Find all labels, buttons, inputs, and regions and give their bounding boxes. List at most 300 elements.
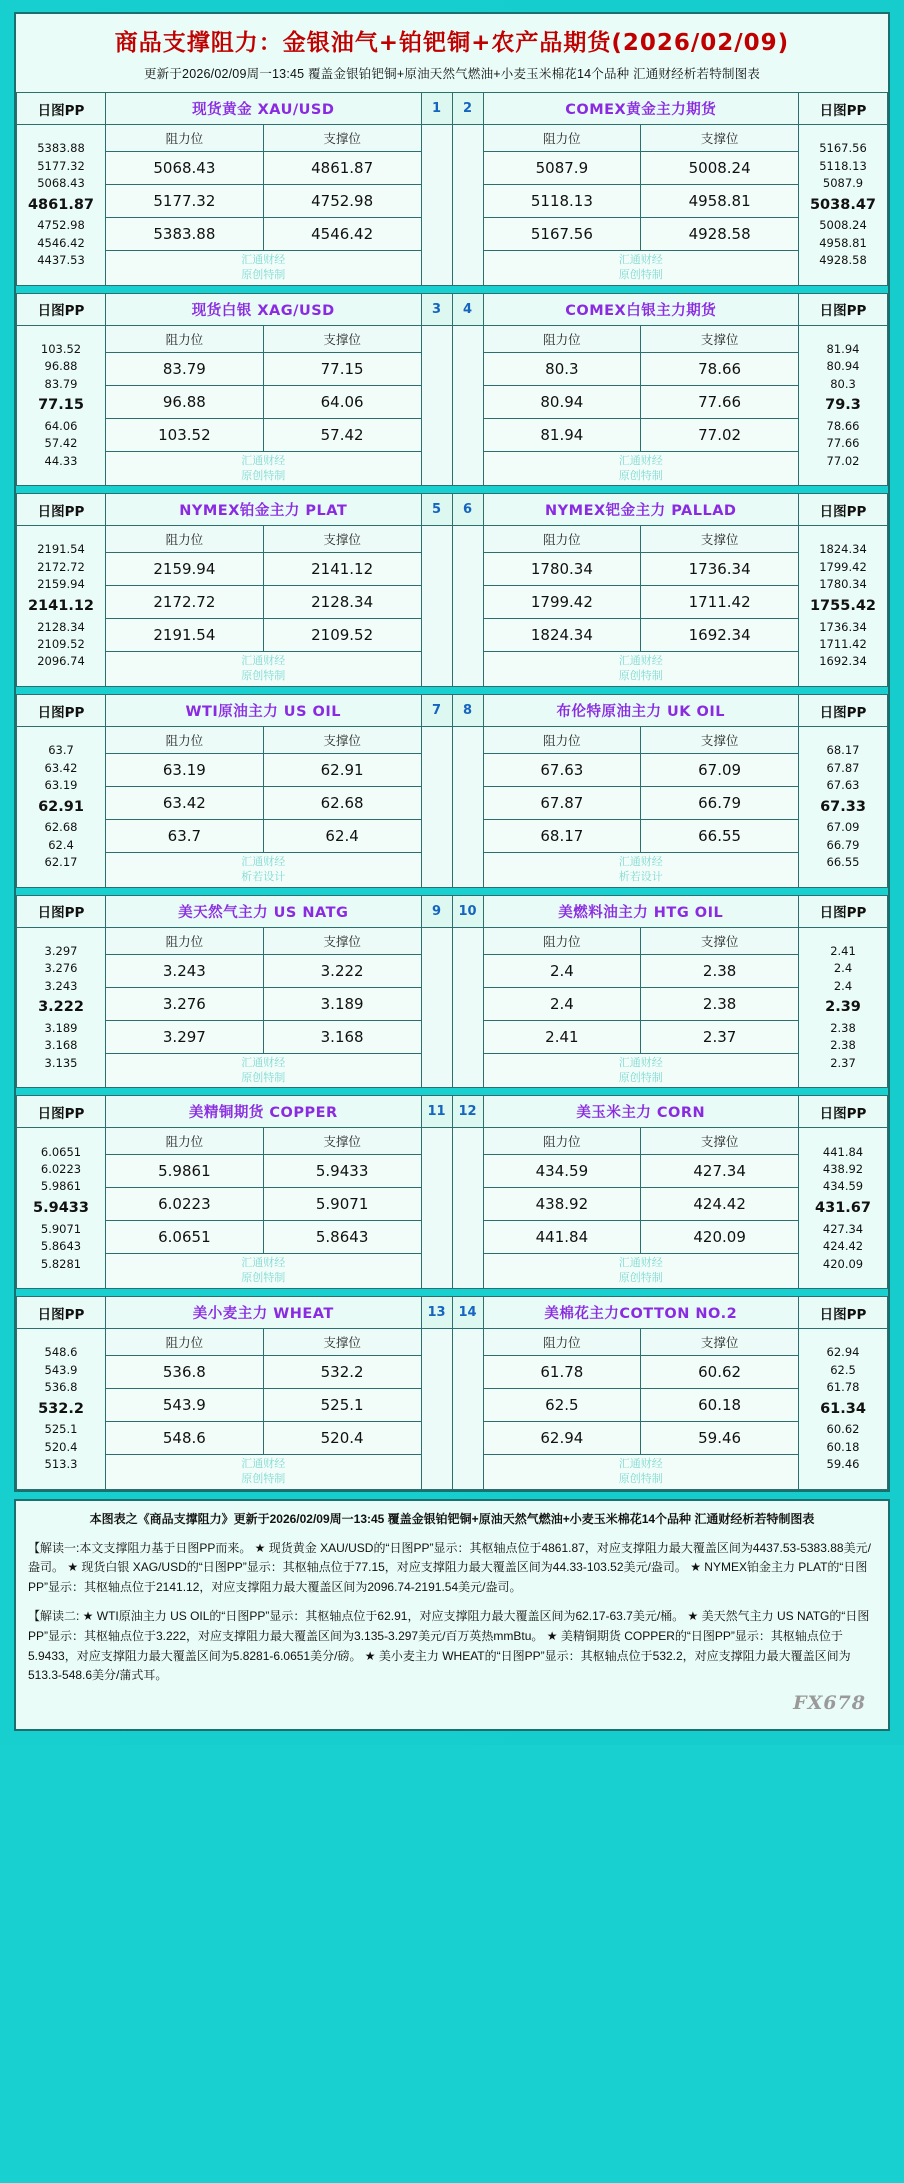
resistance-value-right: 2.4 (483, 954, 641, 987)
pp-header-left: 日图PP (17, 494, 106, 526)
support-label-left: 支撑位 (263, 526, 421, 553)
support-value-right: 4928.58 (641, 218, 799, 251)
footer-notes (14, 1499, 890, 1731)
support-value-left: 4752.98 (263, 185, 421, 218)
support-value-left: 62.91 (263, 754, 421, 787)
pp-value: 5.9433 (33, 1199, 89, 1216)
watermark-line2: 原创特制 (618, 1472, 663, 1485)
pp-header-right: 日图PP (799, 293, 888, 325)
pp-value: 2096.74 (37, 654, 85, 669)
support-value-right: 5008.24 (641, 152, 799, 185)
watermark-right (483, 1455, 799, 1490)
pp-value: 2.41 (830, 943, 856, 958)
pp-value: 4958.81 (819, 235, 867, 250)
resistance-value-left: 3.276 (106, 987, 264, 1020)
pp-value: 78.66 (826, 418, 860, 433)
pp-column-right (799, 1128, 888, 1289)
support-label-right: 支撑位 (641, 325, 799, 352)
pp-value: 5087.9 (822, 176, 864, 191)
block-spacer (16, 1088, 888, 1095)
pp-column-right (799, 927, 888, 1088)
pp-value: 1755.42 (809, 597, 877, 614)
spacer-cell-left (421, 727, 452, 888)
pp-value: 4928.58 (819, 253, 867, 268)
pp-value: 5068.43 (37, 176, 85, 191)
pp-value: 80.94 (826, 359, 860, 374)
watermark-line1: 汇通财经 (618, 1056, 663, 1069)
support-value-left: 3.222 (263, 954, 421, 987)
watermark-line2: 原创特制 (618, 1071, 663, 1084)
pp-header-left: 日图PP (17, 293, 106, 325)
pp-value: 62.5 (830, 1362, 856, 1377)
pp-value: 1824.34 (819, 542, 867, 557)
resistance-value-left: 63.7 (106, 820, 264, 853)
watermark-line2: 原创特制 (618, 1272, 663, 1285)
support-value-left: 520.4 (263, 1422, 421, 1455)
support-value-left: 5.9433 (263, 1155, 421, 1188)
pp-value: 3.222 (38, 999, 84, 1016)
support-label-left: 支撑位 (263, 727, 421, 754)
pp-header-right: 日图PP (799, 895, 888, 927)
instrument-name-right: COMEX白银主力期货 (483, 293, 799, 325)
pp-value: 2.39 (825, 999, 861, 1016)
resistance-value-left: 5.9861 (106, 1155, 264, 1188)
block-spacer (16, 687, 888, 694)
support-label-right: 支撑位 (641, 1128, 799, 1155)
block-header-row (17, 494, 888, 526)
block-index-right: 2 (452, 93, 483, 125)
support-value-right: 427.34 (641, 1155, 799, 1188)
resistance-label-left: 阻力位 (106, 526, 264, 553)
support-value-right: 1692.34 (641, 619, 799, 652)
spacer-cell-right (452, 727, 483, 888)
pp-value: 3.297 (44, 943, 78, 958)
block-spacer (16, 486, 888, 493)
watermark-left (106, 451, 422, 486)
pp-value: 4752.98 (37, 218, 85, 233)
watermark-line1: 汇通财经 (618, 454, 663, 467)
instrument-block (16, 895, 888, 1089)
pp-value: 60.62 (826, 1422, 860, 1437)
support-value-left: 77.15 (263, 352, 421, 385)
pp-value: 2.37 (830, 1055, 856, 1070)
resistance-value-left: 63.42 (106, 787, 264, 820)
block-subheader-row (17, 1329, 888, 1356)
block-subheader-row (17, 927, 888, 954)
support-value-right: 1736.34 (641, 553, 799, 586)
pp-value: 81.94 (826, 341, 860, 356)
support-label-right: 支撑位 (641, 927, 799, 954)
block-subheader-row (17, 1128, 888, 1155)
block-index-right: 12 (452, 1096, 483, 1128)
block-index-right: 4 (452, 293, 483, 325)
support-label-right: 支撑位 (641, 1329, 799, 1356)
pp-value: 63.7 (48, 743, 74, 758)
support-label-left: 支撑位 (263, 1329, 421, 1356)
block-index-right: 6 (452, 494, 483, 526)
pp-value: 2141.12 (27, 597, 95, 614)
support-value-left: 57.42 (263, 418, 421, 451)
pp-value: 5.8643 (40, 1239, 82, 1254)
support-value-right: 78.66 (641, 352, 799, 385)
pp-value: 441.84 (822, 1144, 864, 1159)
pp-header-right: 日图PP (799, 1096, 888, 1128)
pp-value: 2191.54 (37, 542, 85, 557)
support-value-right: 2.37 (641, 1020, 799, 1053)
watermark-left (106, 1254, 422, 1289)
support-value-left: 5.9071 (263, 1188, 421, 1221)
spacer-cell-right (452, 125, 483, 286)
watermark-line2: 原创特制 (241, 1272, 286, 1285)
pp-value: 3.135 (44, 1055, 78, 1070)
resistance-value-right: 434.59 (483, 1155, 641, 1188)
instrument-name-right: 布伦特原油主力 UK OIL (483, 695, 799, 727)
resistance-label-right: 阻力位 (483, 1329, 641, 1356)
resistance-value-left: 103.52 (106, 418, 264, 451)
support-value-right: 67.09 (641, 754, 799, 787)
pp-column-right (799, 1329, 888, 1490)
block-index-left: 9 (421, 895, 452, 927)
resistance-label-right: 阻力位 (483, 526, 641, 553)
block-spacer (16, 286, 888, 293)
pp-value: 1711.42 (819, 637, 867, 651)
support-value-right: 60.62 (641, 1356, 799, 1389)
block-header-row (17, 93, 888, 125)
pp-column-left (17, 526, 106, 687)
resistance-value-left: 63.19 (106, 754, 264, 787)
pp-value: 431.67 (815, 1199, 871, 1216)
pp-value: 68.17 (826, 743, 860, 758)
resistance-label-right: 阻力位 (483, 727, 641, 754)
resistance-value-left: 6.0651 (106, 1221, 264, 1254)
pp-value: 61.78 (826, 1380, 860, 1395)
support-value-left: 4861.87 (263, 152, 421, 185)
resistance-value-right: 1799.42 (483, 586, 641, 619)
pp-column-right (799, 727, 888, 888)
pp-column-left (17, 927, 106, 1088)
pp-value: 2159.94 (37, 577, 85, 592)
pp-value: 77.66 (826, 436, 860, 451)
footer-caption: 本图表之《商品支撑阻力》更新于2026/02/09周一13:45 覆盖金银铂钯铜+原油天然气燃油+小麦玉米棉花14个品种 汇通财经析若特制图表 (89, 1511, 815, 1526)
watermark-line1: 汇通财经 (618, 856, 663, 869)
watermark-line1: 汇通财经 (241, 1056, 286, 1069)
support-value-right: 2.38 (641, 954, 799, 987)
block-index-right: 8 (452, 695, 483, 727)
watermark-line2: 原创特制 (241, 670, 286, 683)
pp-value: 62.4 (48, 837, 74, 852)
pp-value: 2109.52 (37, 637, 85, 651)
block-index-left: 13 (421, 1297, 452, 1329)
pp-value: 536.8 (44, 1380, 78, 1395)
watermark-left (106, 251, 422, 286)
resistance-value-left: 5177.32 (106, 185, 264, 218)
watermark-line1: 汇通财经 (241, 1257, 286, 1270)
support-value-left: 3.168 (263, 1020, 421, 1053)
footer-note-2: 【解读二: ★ WTI原油主力 US OIL的“日图PP”显示：其枢轴点位于62.91，对应支撑阻力最大覆盖区间为62.17-63.7美元/桶。 ★ 美天然气主力 US NATG的“日图PP”显示：其枢轴点位于3.222，对应支撑阻力最大覆盖区间为3.135-3.297美元/百万英热mmBtu。 ★ 美精铜期货 COPPER的“日图PP”显示：其枢轴点位于5.9433，对应支撑阻力最大覆盖区间为5.8281-6.0651美分/磅。 ★ 美小麦主力 WHEAT的“日图PP”显示：其枢轴点位于532.2，对应支撑阻力最大覆盖区间为513.3-548.6美分/蒲式耳。 (28, 1609, 870, 1683)
pp-value: 63.42 (44, 760, 78, 775)
watermark-line2: 析若设计 (241, 870, 286, 883)
resistance-value-left: 3.297 (106, 1020, 264, 1053)
watermark-right (483, 1053, 799, 1088)
pp-column-left (17, 1128, 106, 1289)
page-title: 商品支撑阻力：金银油气+铂钯铜+农产品期货(2026/02/09) (114, 30, 790, 56)
pp-value: 5.8281 (40, 1256, 82, 1271)
pp-value: 59.46 (826, 1457, 860, 1472)
pp-column-left (17, 1329, 106, 1490)
watermark-line2: 原创特制 (618, 268, 663, 281)
support-value-right: 2.38 (641, 987, 799, 1020)
block-index-right: 10 (452, 895, 483, 927)
pp-value: 83.79 (44, 376, 78, 391)
pp-value: 67.63 (826, 778, 860, 793)
instrument-name-left: WTI原油主力 US OIL (106, 695, 422, 727)
pp-value: 44.33 (44, 453, 78, 468)
pp-value: 77.02 (826, 453, 860, 468)
pp-value: 62.68 (44, 820, 78, 835)
instrument-name-left: 现货黄金 XAU/USD (106, 93, 422, 125)
support-label-left: 支撑位 (263, 125, 421, 152)
pp-column-left (17, 125, 106, 286)
instrument-name-right: COMEX黄金主力期货 (483, 93, 799, 125)
watermark-line1: 汇通财经 (241, 454, 286, 467)
resistance-value-right: 5087.9 (483, 152, 641, 185)
watermark-right (483, 451, 799, 486)
pp-value: 5383.88 (37, 141, 85, 156)
pp-value: 67.09 (826, 820, 860, 835)
pp-value: 61.34 (820, 1400, 866, 1417)
pp-column-right (799, 125, 888, 286)
pp-value: 3.243 (44, 978, 78, 993)
pp-value: 6.0651 (40, 1144, 82, 1159)
support-value-right: 4958.81 (641, 185, 799, 218)
pp-value: 60.18 (826, 1439, 860, 1454)
spacer-cell-left (421, 325, 452, 486)
support-label-right: 支撑位 (641, 526, 799, 553)
resistance-value-left: 6.0223 (106, 1188, 264, 1221)
pp-value: 80.3 (830, 376, 856, 391)
resistance-value-right: 2.4 (483, 987, 641, 1020)
watermark-line1: 汇通财经 (241, 254, 286, 266)
support-label-left: 支撑位 (263, 325, 421, 352)
pp-value: 5177.32 (37, 158, 85, 173)
block-index-left: 5 (421, 494, 452, 526)
resistance-value-right: 1824.34 (483, 619, 641, 652)
spacer-cell-right (452, 325, 483, 486)
pp-value: 4437.53 (37, 253, 85, 268)
resistance-value-left: 2191.54 (106, 619, 264, 652)
spacer-cell-left (421, 927, 452, 1088)
pp-value: 548.6 (44, 1345, 78, 1360)
pp-value: 66.55 (826, 855, 860, 870)
block-header-row (17, 293, 888, 325)
pp-value: 2.4 (833, 978, 853, 993)
pp-header-left: 日图PP (17, 93, 106, 125)
support-value-right: 424.42 (641, 1188, 799, 1221)
spacer-cell-right (452, 1329, 483, 1490)
resistance-value-left: 5068.43 (106, 152, 264, 185)
pp-value: 3.168 (44, 1038, 78, 1053)
pp-value: 5118.13 (819, 158, 867, 173)
block-header-row (17, 895, 888, 927)
main-sheet (14, 12, 890, 1492)
support-value-right: 60.18 (641, 1389, 799, 1422)
instrument-name-right: 美燃料油主力 HTG OIL (483, 895, 799, 927)
pp-value: 1799.42 (819, 559, 867, 574)
support-value-left: 3.189 (263, 987, 421, 1020)
block-index-left: 1 (421, 93, 452, 125)
support-value-left: 532.2 (263, 1356, 421, 1389)
support-label-left: 支撑位 (263, 927, 421, 954)
resistance-label-right: 阻力位 (483, 927, 641, 954)
support-value-right: 59.46 (641, 1422, 799, 1455)
pp-value: 2.38 (830, 1038, 856, 1053)
support-value-left: 2109.52 (263, 619, 421, 652)
resistance-label-left: 阻力位 (106, 1329, 264, 1356)
support-value-right: 420.09 (641, 1221, 799, 1254)
watermark-left (106, 1053, 422, 1088)
pp-value: 4546.42 (37, 235, 85, 250)
support-value-right: 1711.42 (641, 586, 799, 619)
pp-value: 438.92 (822, 1162, 864, 1177)
watermark-line1: 汇通财经 (618, 254, 663, 266)
support-value-right: 77.66 (641, 385, 799, 418)
pp-value: 63.19 (44, 778, 78, 793)
pp-value: 62.94 (826, 1345, 860, 1360)
watermark-line2: 析若设计 (618, 870, 663, 883)
pp-value: 103.52 (40, 341, 82, 356)
instrument-name-left: NYMEX铂金主力 PLAT (106, 494, 422, 526)
support-value-left: 64.06 (263, 385, 421, 418)
pp-value: 64.06 (44, 418, 78, 433)
pp-value: 2.4 (833, 961, 853, 976)
spacer-cell-left (421, 1329, 452, 1490)
resistance-label-left: 阻力位 (106, 927, 264, 954)
spacer-cell-left (421, 526, 452, 687)
block-subheader-row (17, 325, 888, 352)
watermark-right (483, 1254, 799, 1289)
pp-header-left: 日图PP (17, 895, 106, 927)
resistance-value-right: 5118.13 (483, 185, 641, 218)
resistance-value-right: 438.92 (483, 1188, 641, 1221)
resistance-value-right: 67.63 (483, 754, 641, 787)
spacer-cell-right (452, 526, 483, 687)
block-index-left: 3 (421, 293, 452, 325)
resistance-value-left: 3.243 (106, 954, 264, 987)
block-header-row (17, 695, 888, 727)
resistance-value-right: 1780.34 (483, 553, 641, 586)
support-value-left: 2141.12 (263, 553, 421, 586)
pp-value: 2.38 (830, 1020, 856, 1035)
pp-column-left (17, 727, 106, 888)
pp-value: 1780.34 (819, 577, 867, 592)
watermark-line1: 汇通财经 (241, 655, 286, 668)
pp-value: 6.0223 (40, 1162, 82, 1177)
resistance-value-right: 68.17 (483, 820, 641, 853)
block-subheader-row (17, 125, 888, 152)
instrument-block (16, 92, 888, 286)
watermark-line2: 原创特制 (618, 670, 663, 683)
pp-column-right (799, 526, 888, 687)
pp-value: 434.59 (822, 1179, 864, 1194)
pp-value: 5038.47 (809, 196, 877, 213)
pp-value: 96.88 (44, 359, 78, 374)
support-value-right: 77.02 (641, 418, 799, 451)
instrument-name-right: 美棉花主力COTTON NO.2 (483, 1297, 799, 1329)
support-label-left: 支撑位 (263, 1128, 421, 1155)
spacer-cell-left (421, 125, 452, 286)
resistance-value-right: 80.3 (483, 352, 641, 385)
pp-value: 2128.34 (37, 619, 85, 634)
pp-value: 2172.72 (37, 559, 85, 574)
instrument-name-left: 美精铜期货 COPPER (106, 1096, 422, 1128)
watermark-line2: 原创特制 (241, 469, 286, 482)
pp-value: 5008.24 (819, 218, 867, 233)
resistance-value-left: 96.88 (106, 385, 264, 418)
watermark-right (483, 251, 799, 286)
pp-column-left (17, 325, 106, 486)
watermark-right (483, 652, 799, 687)
support-label-right: 支撑位 (641, 125, 799, 152)
block-index-right: 14 (452, 1297, 483, 1329)
resistance-label-right: 阻力位 (483, 1128, 641, 1155)
pp-value: 532.2 (38, 1400, 84, 1417)
pp-value: 513.3 (44, 1457, 78, 1472)
block-spacer (16, 1289, 888, 1296)
resistance-value-right: 61.78 (483, 1356, 641, 1389)
resistance-value-right: 81.94 (483, 418, 641, 451)
instrument-name-left: 现货白银 XAG/USD (106, 293, 422, 325)
pp-value: 520.4 (44, 1439, 78, 1454)
pp-value: 5.9071 (40, 1221, 82, 1236)
instrument-block (16, 293, 888, 487)
watermark-line2: 原创特制 (241, 1071, 286, 1084)
pp-value: 525.1 (44, 1422, 78, 1437)
pp-value: 427.34 (822, 1221, 864, 1236)
resistance-label-left: 阻力位 (106, 325, 264, 352)
resistance-label-left: 阻力位 (106, 727, 264, 754)
support-value-left: 62.68 (263, 787, 421, 820)
resistance-value-right: 62.5 (483, 1389, 641, 1422)
watermark-line1: 汇通财经 (241, 856, 286, 869)
support-value-right: 66.79 (641, 787, 799, 820)
pp-value: 3.276 (44, 961, 78, 976)
block-header-row (17, 1096, 888, 1128)
page-subtitle: 更新于2026/02/09周一13:45 覆盖金银铂钯铜+原油天然气燃油+小麦玉米棉花14个品种 汇通财经析若特制图表 (143, 67, 761, 81)
instrument-block (16, 493, 888, 687)
instrument-name-right: NYMEX钯金主力 PALLAD (483, 494, 799, 526)
blocks-container (16, 92, 888, 1490)
pp-header-left: 日图PP (17, 695, 106, 727)
support-value-right: 66.55 (641, 820, 799, 853)
support-value-left: 525.1 (263, 1389, 421, 1422)
support-label-right: 支撑位 (641, 727, 799, 754)
pp-value: 62.91 (38, 798, 84, 815)
watermark-line2: 原创特制 (241, 1472, 286, 1485)
resistance-label-right: 阻力位 (483, 325, 641, 352)
pp-value: 543.9 (44, 1362, 78, 1377)
instrument-block (16, 1296, 888, 1490)
pp-value: 1692.34 (819, 654, 867, 669)
watermark-left (106, 652, 422, 687)
block-subheader-row (17, 526, 888, 553)
pp-header-right: 日图PP (799, 695, 888, 727)
watermark-left (106, 1455, 422, 1490)
pp-value: 67.87 (826, 760, 860, 775)
resistance-value-left: 5383.88 (106, 218, 264, 251)
pp-value: 67.33 (820, 798, 866, 815)
pp-value: 420.09 (822, 1256, 864, 1271)
footer-note-1: 【解读一:本文支撑阻力基于日图PP而来。 ★ 现货黄金 XAU/USD的“日图PP”显示：其枢轴点位于4861.87，对应支撑阻力最大覆盖区间为4437.53-5383.88美元/盎司。 ★ 现货白银 XAG/USD的“日图PP”显示：其枢轴点位于77.15，对应支撑阻力最大覆盖区间为44.33-103.52美元/盎司。 ★ NYMEX铂金主力 PLAT的“日图PP”显示：其枢轴点位于2141.12，对应支撑阻力最大覆盖区间为2096.74-2191.54美元/盎司。 (28, 1540, 871, 1595)
